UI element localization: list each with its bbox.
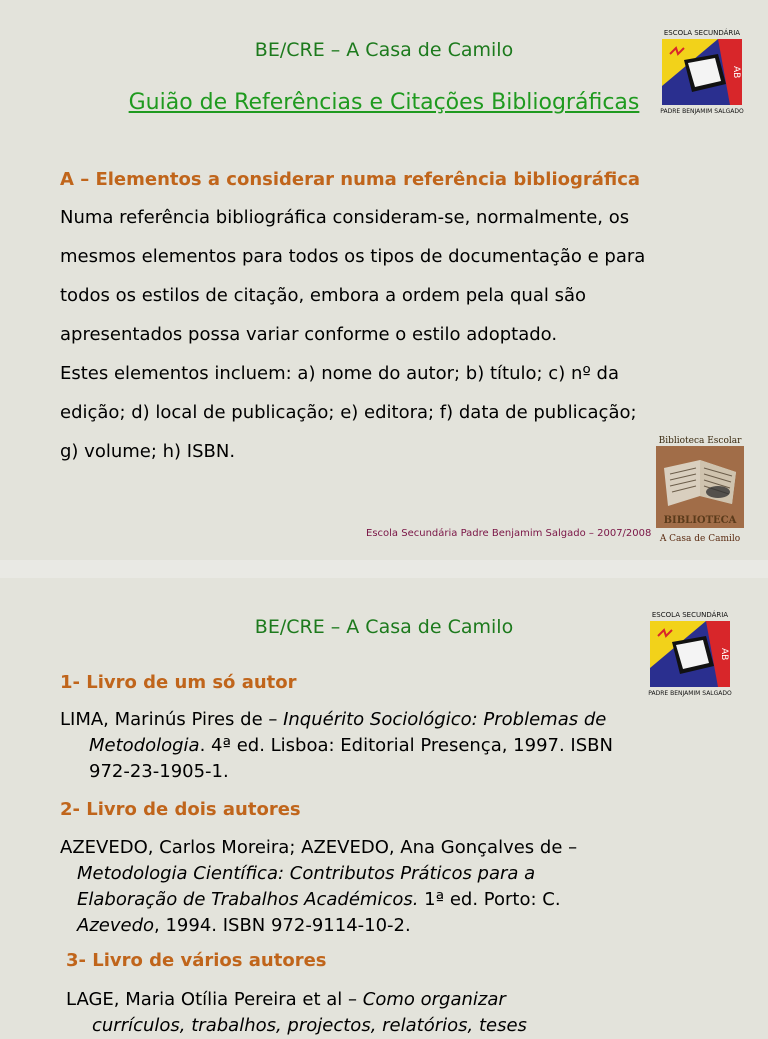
library-book-label: BIBLIOTECA bbox=[663, 515, 737, 526]
ref-title: currículos, trabalhos, projectos, relatórios, teses bbox=[92, 1015, 527, 1036]
ref-text: AZEVEDO, Carlos Moreira; AZEVEDO, Ana Gonçalves de – bbox=[60, 837, 578, 858]
ref-text: LIMA, Marinús Pires de – bbox=[60, 709, 284, 730]
slide-2 bbox=[0, 578, 768, 1036]
school-logo bbox=[660, 26, 744, 120]
body-line: todos os estilos de citação, embora a ordem pela qual são bbox=[60, 285, 586, 306]
logo-bottom-text: PADRE BENJAMIM SALGADO bbox=[660, 108, 744, 115]
slide-header: BE/CRE – A Casa de Camilo bbox=[254, 616, 514, 638]
section-heading: 1- Livro de um só autor bbox=[60, 672, 297, 693]
body-line: mesmos elementos para todos os tipos de documentação e para bbox=[60, 246, 646, 267]
body-line: g) volume; h) ISBN. bbox=[60, 441, 236, 462]
ref-title: Inquérito Sociológico: Problemas de bbox=[283, 709, 607, 730]
section-heading: 3- Livro de vários autores bbox=[66, 950, 327, 971]
school-logo bbox=[648, 608, 732, 702]
library-caption-bottom: A Casa de Camilo bbox=[659, 534, 741, 544]
slide-separator bbox=[0, 560, 768, 578]
library-caption-top: Biblioteca Escolar bbox=[658, 436, 742, 446]
ref-title: Metodologia bbox=[89, 735, 200, 756]
ref-text: , 1994. ISBN 972-9114-10-2. bbox=[154, 915, 411, 936]
ref-title: Como organizar bbox=[362, 989, 506, 1010]
body-line: Estes elementos incluem: a) nome do autor; b) título; c) nº da bbox=[60, 363, 620, 384]
logo-top-text: ESCOLA SECUNDÁRIA bbox=[663, 29, 741, 37]
document-title: Guião de Referências e Citações Bibliográficas bbox=[128, 90, 640, 115]
body-line: Numa referência bibliográfica consideram-se, normalmente, os bbox=[60, 207, 630, 228]
svg-text:AB: AB bbox=[719, 648, 729, 661]
library-badge bbox=[655, 436, 745, 544]
logo-top-text: ESCOLA SECUNDÁRIA bbox=[651, 611, 729, 619]
ref-title: Azevedo bbox=[77, 915, 155, 936]
section-heading: A – Elementos a considerar numa referência bibliográfica bbox=[60, 169, 641, 190]
ref-text: . 4ª ed. Lisboa: Editorial Presença, 1997. ISBN bbox=[199, 735, 613, 756]
ref-title: Metodologia Científica: Contributos Práticos para a bbox=[77, 863, 536, 884]
ref-title: Elaboração de Trabalhos Académicos. bbox=[77, 889, 419, 910]
ref-text: LAGE, Maria Otília Pereira et al – bbox=[66, 989, 363, 1010]
open-book-image bbox=[656, 446, 744, 528]
reference-entry bbox=[66, 987, 527, 1039]
school-logo-graphic bbox=[648, 608, 732, 698]
svg-text:AB: AB bbox=[731, 66, 741, 79]
reference-entry bbox=[60, 707, 613, 785]
logo-bottom-text: PADRE BENJAMIM SALGADO bbox=[648, 690, 732, 697]
body-line: apresentados possa variar conforme o estilo adoptado. bbox=[60, 324, 558, 345]
body-text bbox=[60, 198, 700, 471]
ref-text: 972-23-1905-1. bbox=[89, 761, 229, 782]
slide-footer: Escola Secundária Padre Benjamim Salgado – 2007/2008 bbox=[366, 528, 652, 539]
school-logo-graphic bbox=[660, 26, 744, 116]
body-line: edição; d) local de publicação; e) editora; f) data de publicação; bbox=[60, 402, 637, 423]
reference-entry bbox=[60, 835, 577, 939]
slide-header: BE/CRE – A Casa de Camilo bbox=[254, 39, 514, 61]
ref-text: 1ª ed. Porto: C. bbox=[418, 889, 561, 910]
section-heading: 2- Livro de dois autores bbox=[60, 799, 301, 820]
